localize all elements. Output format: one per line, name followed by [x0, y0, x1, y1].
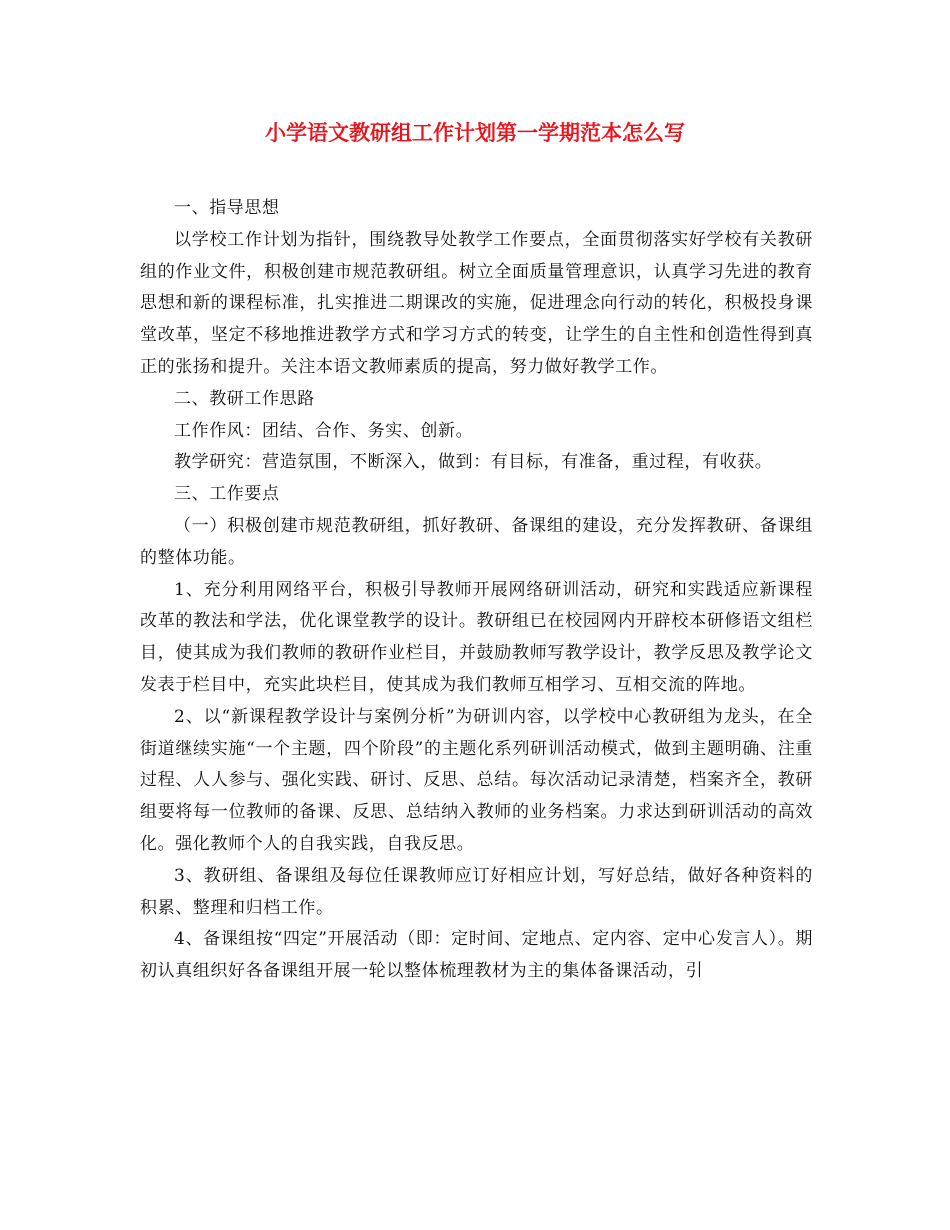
paragraph-item-2: 2、以“新课程教学设计与案例分析”为研训内容，以学校中心教研组为龙头，在全街道继续实施“一个主题，四个阶段”的主题化系列研训活动模式，做到主题明确、注重过程、人人参与、强化实践、研讨、反思、总结。每次活动记录清楚，档案齐全，教研组要将每一位教师的备课、反思、总结纳入教师的业务档案。力求达到研训活动的高效化。强化教师个人的自我实践，自我反思。 — [140, 706, 813, 854]
paragraph-teaching-research: 教学研究：营造氛围，不断深入，做到：有目标，有准备，重过程，有收获。 — [174, 452, 773, 473]
heading-work-approach: 二、教研工作思路 — [174, 388, 315, 409]
heading-work-points: 三、工作要点 — [174, 484, 280, 505]
document-title: 小学语文教研组工作计划第一学期范本怎么写 — [265, 120, 685, 145]
paragraph-item-3: 3、教研组、备课组及每位任课教师应订好相应计划，写好总结，做好各种资料的积累、整理和归档工作。 — [140, 865, 813, 918]
heading-guiding-ideology: 一、指导思想 — [174, 198, 280, 218]
paragraph-point-one: （一）积极创建市规范教研组，抓好教研、备课组的建设，充分发挥教研、备课组的整体功能。 — [140, 515, 813, 568]
paragraph-guiding-ideology: 以学校工作计划为指针，围绕教导处教学工作要点，全面贯彻落实好学校有关教研组的作业文件，积极创建市规范教研组。树立全面质量管理意识，认真学习先进的教育思想和新的课程标准，扎实推进二期课改的实施，促进理念向行动的转化，积极投身课堂改革，坚定不移地推进教学方式和学习方式的转变，让学生的自主性和创造性得到真正的张扬和提升。关注本语文教师素质的提高，努力做好教学工作。 — [140, 229, 813, 377]
document-body — [140, 193, 813, 988]
paragraph-item-4: 4、备课组按“四定”开展活动（即：定时间、定地点、定内容、定中心发言人）。期初认真组织好各备课组开展一轮以整体梳理教材为主的集体备课活动，引 — [140, 929, 813, 982]
paragraph-item-1: 1、充分利用网络平台，积极引导教师开展网络研训活动，研究和实践适应新课程改革的教法和学法，优化课堂教学的设计。教研组已在校园网内开辟校本研修语文组栏目，使其成为我们教师的教研作业栏目，并鼓励教师写教学设计，教学反思及教学论文发表于栏目中，充实此块栏目，使其成为我们教师互相学习、互相交流的阵地。 — [140, 579, 813, 695]
paragraph-work-style: 工作作风：团结、合作、务实、创新。 — [174, 420, 474, 441]
